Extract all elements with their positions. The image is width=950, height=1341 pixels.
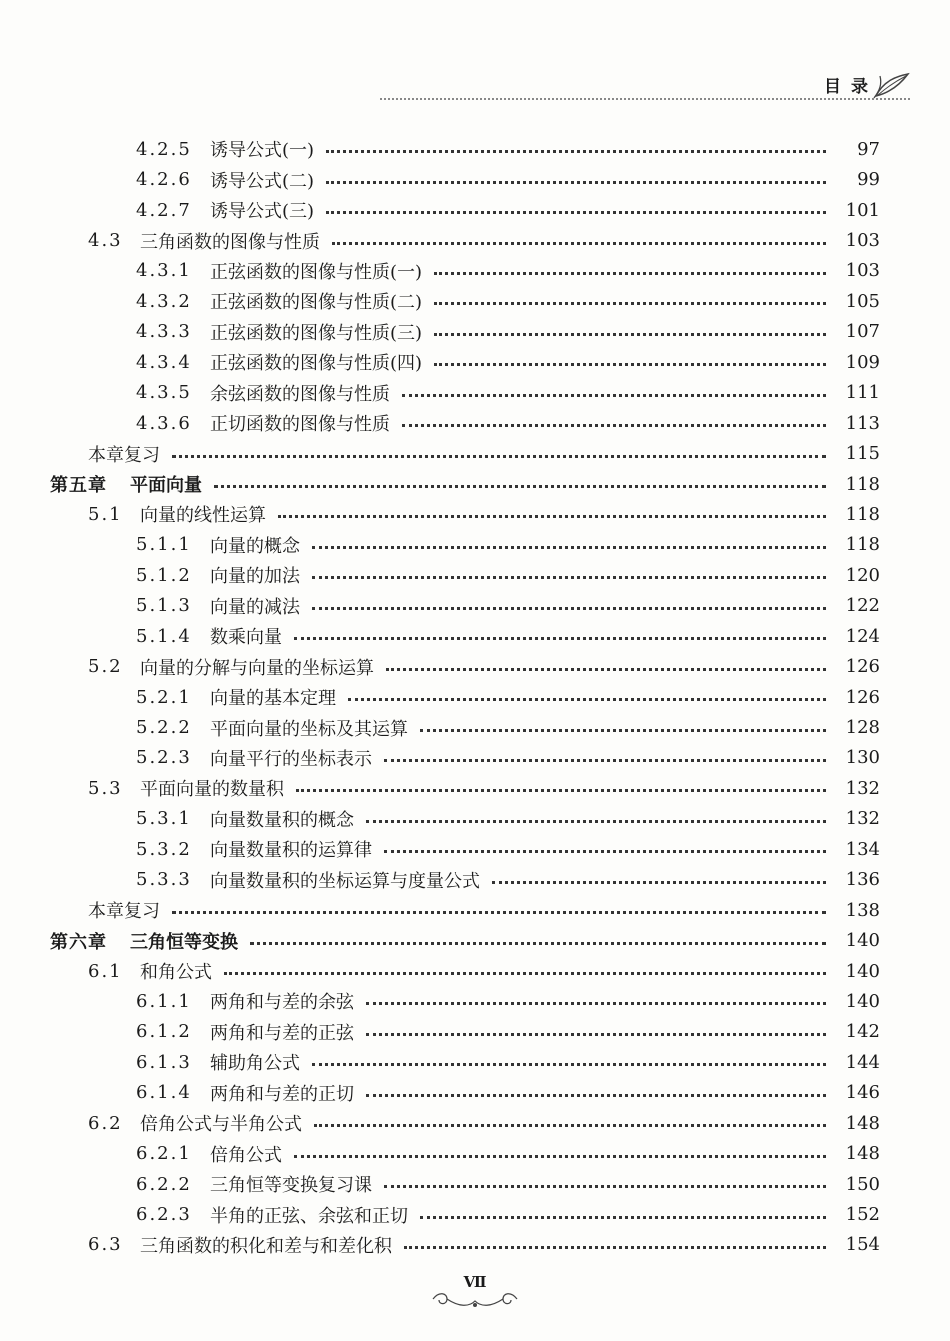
header-title: 目录 (824, 77, 878, 97)
toc-entry-row[interactable] (50, 378, 880, 408)
toc-entry-page: 101 (845, 199, 880, 221)
toc-entry-row[interactable] (50, 712, 880, 742)
toc-entry-row[interactable] (50, 560, 880, 590)
dot-leader (434, 301, 826, 305)
toc-entry-title: 正弦函数的图像与性质(二) (210, 292, 423, 314)
toc-entry-row[interactable] (50, 1017, 880, 1047)
toc-entry-title: 诱导公式(二) (210, 170, 315, 192)
toc-entry-page: 118 (845, 503, 880, 525)
toc-entry-number: 4.2.7 (136, 199, 192, 221)
toc-entry-title: 三角恒等变换复习课 (210, 1175, 372, 1197)
toc-entry-number: 5.3.1 (136, 808, 192, 830)
table-of-contents (50, 134, 880, 1260)
toc-entry-row[interactable] (50, 621, 880, 651)
toc-entry-number: 6.2.1 (136, 1143, 192, 1165)
toc-entry-number: 6.1 (88, 960, 123, 982)
toc-entry-row[interactable] (50, 743, 880, 773)
toc-entry-title: 向量数量积的运算律 (210, 840, 372, 862)
dot-leader (326, 180, 826, 184)
page-footer (0, 1265, 950, 1335)
toc-entry-number: 5.1.3 (136, 595, 192, 617)
toc-entry-page: 113 (845, 412, 880, 434)
toc-entry-title: 三角函数的积化和差与和差化积 (140, 1235, 392, 1257)
toc-entry-title: 三角恒等变换 (130, 931, 238, 953)
toc-entry-page: 97 (857, 138, 880, 160)
toc-entry-page: 148 (845, 1112, 880, 1134)
dot-leader (278, 514, 826, 518)
toc-entry-row[interactable] (50, 682, 880, 712)
toc-entry-number: 4.2.5 (136, 138, 192, 160)
toc-entry-page: 148 (845, 1143, 880, 1165)
dot-leader (296, 788, 826, 792)
toc-entry-title: 正弦函数的图像与性质(四) (210, 353, 423, 375)
dot-leader (366, 819, 826, 823)
dot-leader (386, 667, 826, 671)
toc-entry-number: 6.1.1 (136, 990, 192, 1012)
dot-leader (366, 1001, 826, 1005)
toc-entry-page: 130 (845, 747, 880, 769)
dot-leader (314, 1123, 826, 1127)
toc-entry-title: 向量的线性运算 (140, 505, 266, 527)
toc-entry-title: 正弦函数的图像与性质(一) (210, 261, 423, 283)
toc-entry-title: 平面向量的数量积 (140, 779, 284, 801)
scroll-ornament-icon (425, 1287, 525, 1313)
toc-entry-row[interactable] (50, 134, 880, 164)
toc-entry-title: 两角和与差的正切 (210, 1083, 354, 1105)
toc-entry-title: 向量平行的坐标表示 (210, 748, 372, 770)
toc-entry-number: 5.1.1 (136, 534, 192, 556)
toc-entry-number: 4.3.1 (136, 260, 192, 282)
dot-leader (326, 210, 826, 214)
dot-leader (492, 880, 826, 884)
toc-entry-title: 正弦函数的图像与性质(三) (210, 322, 423, 344)
toc-entry-number: 5.1.2 (136, 564, 192, 586)
dot-leader (348, 697, 826, 701)
toc-entry-number: 6.2.2 (136, 1173, 192, 1195)
toc-entry-row[interactable] (50, 1199, 880, 1229)
dot-leader (312, 606, 826, 610)
toc-entry-row[interactable] (50, 651, 880, 681)
toc-review-row[interactable] (50, 438, 880, 468)
toc-entry-page: 124 (845, 625, 880, 647)
toc-entry-number: 5.2 (88, 656, 123, 678)
toc-entry-number: 4.3.4 (136, 351, 192, 373)
toc-entry-title: 倍角公式与半角公式 (140, 1114, 302, 1136)
toc-entry-row[interactable] (50, 1047, 880, 1077)
toc-entry-number: 5.3.2 (136, 838, 192, 860)
toc-entry-page: 107 (845, 321, 880, 343)
toc-entry-title: 正切函数的图像与性质 (210, 414, 390, 436)
header-rule (380, 98, 910, 100)
toc-entry-number: 4.3.3 (136, 321, 192, 343)
dot-leader (172, 454, 826, 458)
toc-entry-row[interactable] (50, 286, 880, 316)
toc-entry-page: 103 (845, 260, 880, 282)
toc-entry-number: 5.3.3 (136, 869, 192, 891)
toc-entry-title: 半角的正弦、余弦和正切 (210, 1205, 408, 1227)
toc-entry-page: 105 (845, 290, 880, 312)
toc-entry-title: 数乘向量 (210, 627, 282, 649)
toc-entry-row[interactable] (50, 256, 880, 286)
toc-entry-title: 两角和与差的余弦 (210, 992, 354, 1014)
toc-entry-row[interactable] (50, 591, 880, 621)
dot-leader (294, 1154, 826, 1158)
toc-entry-number: 5.2.3 (136, 747, 192, 769)
dot-leader (312, 545, 826, 549)
toc-entry-page: 144 (845, 1051, 880, 1073)
toc-entry-row[interactable] (50, 225, 880, 255)
toc-entry-row[interactable] (50, 1230, 880, 1260)
toc-entry-title: 两角和与差的正弦 (210, 1022, 354, 1044)
dot-leader (434, 332, 826, 336)
toc-entry-number: 4.3.6 (136, 412, 192, 434)
toc-entry-number: 5.2.2 (136, 717, 192, 739)
toc-entry-page: 118 (845, 534, 880, 556)
toc-entry-number: 6.1.3 (136, 1051, 192, 1073)
toc-entry-row[interactable] (50, 317, 880, 347)
toc-entry-number: 4.3.2 (136, 290, 192, 312)
toc-chapter-row[interactable] (50, 469, 880, 499)
toc-entry-page: 128 (845, 717, 880, 739)
dot-leader (402, 423, 826, 427)
dot-leader (366, 1032, 826, 1036)
toc-entry-row[interactable] (50, 956, 880, 986)
toc-entry-number: 第五章 (50, 475, 107, 497)
dot-leader (294, 636, 826, 640)
toc-entry-page: 115 (845, 443, 880, 465)
dot-leader (214, 484, 826, 488)
toc-entry-number: 5.1.4 (136, 625, 192, 647)
toc-entry-page: 122 (845, 595, 880, 617)
toc-entry-row[interactable] (50, 164, 880, 194)
toc-entry-title: 辅助角公式 (210, 1053, 300, 1075)
toc-entry-title: 和角公式 (140, 962, 212, 984)
toc-entry-title: 向量的加法 (210, 566, 300, 588)
toc-entry-row[interactable] (50, 408, 880, 438)
dot-leader (332, 241, 826, 245)
toc-entry-page: 120 (845, 564, 880, 586)
toc-entry-number: 6.1.4 (136, 1082, 192, 1104)
toc-entry-title: 向量的基本定理 (210, 688, 336, 710)
toc-entry-title: 本章复习 (88, 444, 160, 466)
toc-entry-page: 126 (845, 656, 880, 678)
toc-review-row[interactable] (50, 895, 880, 925)
toc-entry-title: 余弦函数的图像与性质 (210, 383, 390, 405)
dot-leader (434, 271, 826, 275)
toc-entry-title: 平面向量 (130, 475, 202, 497)
toc-entry-number: 4.3.5 (136, 382, 192, 404)
toc-entry-title: 三角函数的图像与性质 (140, 231, 320, 253)
toc-entry-page: 132 (845, 808, 880, 830)
toc-entry-page: 140 (845, 990, 880, 1012)
toc-entry-title: 向量的概念 (210, 535, 300, 557)
toc-entry-title: 向量的减法 (210, 596, 300, 618)
toc-entry-row[interactable] (50, 1108, 880, 1138)
toc-entry-row[interactable] (50, 1169, 880, 1199)
toc-entry-number: 6.2 (88, 1112, 123, 1134)
toc-entry-page: 140 (845, 930, 880, 952)
toc-entry-page: 146 (845, 1082, 880, 1104)
dot-leader (420, 728, 826, 732)
toc-entry-page: 111 (845, 382, 880, 404)
toc-entry-title: 诱导公式(三) (210, 201, 315, 223)
toc-entry-row[interactable] (50, 865, 880, 895)
toc-entry-row[interactable] (50, 195, 880, 225)
toc-entry-page: 103 (845, 230, 880, 252)
toc-entry-row[interactable] (50, 1078, 880, 1108)
toc-entry-row[interactable] (50, 986, 880, 1016)
dot-leader (384, 758, 826, 762)
dot-leader (404, 1245, 826, 1249)
dot-leader (434, 362, 826, 366)
toc-entry-page: 99 (857, 169, 880, 191)
toc-entry-page: 109 (845, 351, 880, 373)
toc-entry-number: 5.1 (88, 503, 123, 525)
toc-entry-number: 6.1.2 (136, 1021, 192, 1043)
toc-entry-title: 本章复习 (88, 901, 160, 923)
dot-leader (172, 910, 826, 914)
dot-leader (312, 575, 826, 579)
dot-leader (366, 1093, 826, 1097)
toc-entry-page: 126 (845, 686, 880, 708)
toc-entry-title: 向量数量积的概念 (210, 809, 354, 831)
toc-entry-number: 第六章 (50, 931, 107, 953)
toc-entry-row[interactable] (50, 499, 880, 529)
toc-entry-title: 诱导公式(一) (210, 140, 315, 162)
toc-entry-row[interactable] (50, 773, 880, 803)
toc-entry-number: 6.3 (88, 1234, 123, 1256)
page-header (0, 0, 950, 110)
toc-entry-page: 138 (845, 899, 880, 921)
dot-leader (384, 1184, 826, 1188)
toc-entry-title: 向量的分解与向量的坐标运算 (140, 657, 374, 679)
toc-entry-page: 142 (845, 1021, 880, 1043)
toc-entry-page: 118 (845, 473, 880, 495)
toc-entry-title: 向量数量积的坐标运算与度量公式 (210, 870, 480, 892)
dot-leader (250, 941, 826, 945)
toc-entry-row[interactable] (50, 834, 880, 864)
toc-entry-page: 154 (845, 1234, 880, 1256)
toc-entry-row[interactable] (50, 530, 880, 560)
toc-entry-page: 134 (845, 838, 880, 860)
toc-entry-page: 132 (845, 777, 880, 799)
dot-leader (384, 849, 826, 853)
dot-leader (326, 149, 826, 153)
toc-entry-page: 140 (845, 960, 880, 982)
toc-entry-title: 倍角公式 (210, 1144, 282, 1166)
toc-entry-number: 4.2.6 (136, 169, 192, 191)
toc-entry-page: 136 (845, 869, 880, 891)
toc-entry-number: 5.3 (88, 777, 123, 799)
toc-entry-page: 152 (845, 1204, 880, 1226)
toc-entry-row[interactable] (50, 1138, 880, 1168)
dot-leader (224, 971, 826, 975)
toc-entry-page: 150 (845, 1173, 880, 1195)
toc-entry-number: 4.3 (88, 230, 123, 252)
toc-entry-row[interactable] (50, 347, 880, 377)
dot-leader (402, 393, 826, 397)
toc-entry-number: 5.2.1 (136, 686, 192, 708)
dot-leader (420, 1215, 826, 1219)
leaf-ornament-icon (872, 70, 912, 100)
dot-leader (312, 1062, 826, 1066)
toc-entry-number: 6.2.3 (136, 1204, 192, 1226)
toc-entry-title: 平面向量的坐标及其运算 (210, 718, 408, 740)
toc-entry-row[interactable] (50, 804, 880, 834)
toc-chapter-row[interactable] (50, 925, 880, 955)
page-number: Ⅶ (463, 1273, 487, 1291)
